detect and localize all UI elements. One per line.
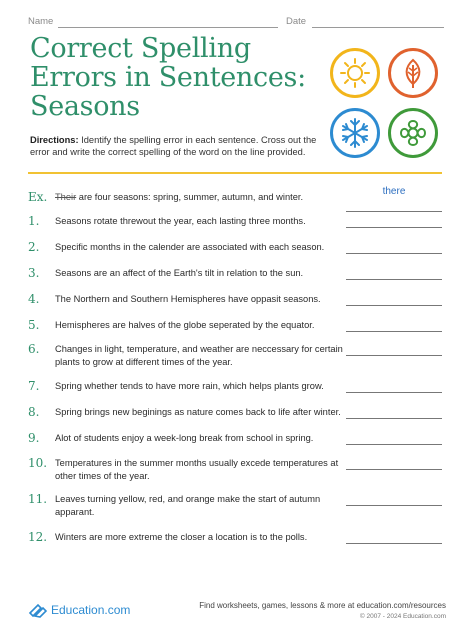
sun-icon (330, 48, 380, 98)
logo-mark-icon (28, 601, 48, 619)
item-number: 7. (28, 379, 40, 393)
title-line-2: Errors in Sentences: (30, 62, 306, 93)
name-date-row (28, 14, 444, 30)
item-text: Specific months in the calender are associated with each season. (55, 242, 325, 252)
item-text: Leaves turning yellow, red, and orange make the start of autumn apparant. (55, 494, 321, 517)
name-line[interactable] (58, 27, 278, 28)
date-label: Date (286, 16, 307, 27)
answer-line[interactable] (346, 505, 442, 506)
season-icons (330, 48, 448, 158)
title-line-3: Seasons (30, 91, 140, 122)
leaf-icon (388, 48, 438, 98)
item-number: 11. (28, 492, 48, 506)
item-text: Alot of students enjoy a week-long break from school in spring. (55, 433, 314, 443)
item-text: Spring whether tends to have more rain, which helps plants grow. (55, 381, 324, 391)
item-text: Temperatures in the summer months usually excede temperatures at other times of the year. (55, 458, 339, 481)
logo-text: Education.com (51, 603, 131, 617)
title-line-1: Correct Spelling (30, 33, 251, 64)
answer-line[interactable] (346, 392, 442, 393)
name-label: Name (28, 16, 54, 27)
directions (30, 134, 330, 158)
item-text: Seasons rotate threwout the year, each lasting three months. (55, 216, 306, 226)
directions-text: Identify the spelling error in each sentence. Cross out the error and write the correct spelling of the word on the line provided. (30, 135, 317, 157)
page-title (30, 34, 310, 121)
item-number: 4. (28, 292, 40, 306)
answer-line[interactable] (346, 305, 442, 306)
item-text: Changes in light, temperature, and weather are neccessary for certain plants to grow at different times of the year. (55, 344, 343, 367)
item-text: Seasons are an affect of the Earth's tilt in relation to the sun. (55, 268, 304, 278)
answer-line[interactable] (346, 469, 442, 470)
divider-rule (28, 172, 442, 174)
answer-line[interactable] (346, 418, 442, 419)
footer-copyright: © 2007 - 2024 Education.com (359, 613, 446, 620)
answer-line[interactable] (346, 355, 442, 356)
item-number: 9. (28, 431, 40, 445)
answer-line[interactable] (346, 279, 442, 280)
example-text (55, 191, 345, 204)
item-number: 5. (28, 318, 40, 332)
item-text: Winters are more extreme the closer a location is to the polls. (55, 532, 308, 542)
answer-line[interactable] (346, 211, 442, 212)
education-logo[interactable] (28, 600, 130, 620)
example-rest: are four seasons: spring, summer, autumn, and winter. (76, 192, 304, 202)
answer-line[interactable] (346, 227, 442, 228)
example-number: Ex. (28, 190, 48, 204)
flower-icon (388, 108, 438, 158)
item-number: 1. (28, 214, 40, 228)
answer-line[interactable] (346, 543, 442, 544)
item-number: 8. (28, 405, 40, 419)
snowflake-icon (330, 108, 380, 158)
footer-links[interactable]: Find worksheets, games, lessons & more at education.com/resources (199, 601, 446, 610)
crossed-out-word: Their (55, 192, 77, 202)
item-text: Spring brings new beginings as nature comes back to life after winter. (55, 407, 341, 417)
answer-line[interactable] (346, 253, 442, 254)
date-line[interactable] (312, 27, 444, 28)
item-number: 10. (28, 456, 48, 470)
directions-label: Directions: (30, 135, 79, 145)
item-number: 2. (28, 240, 40, 254)
answer-line[interactable] (346, 331, 442, 332)
item-text: The Northern and Southern Hemispheres have oppasit seasons. (55, 294, 321, 304)
answer-line[interactable] (346, 444, 442, 445)
footer (28, 600, 446, 626)
item-text: Hemispheres are halves of the globe seperated by the equator. (55, 320, 315, 330)
item-number: 6. (28, 342, 40, 356)
item-number: 3. (28, 266, 40, 280)
item-number: 12. (28, 530, 48, 544)
example-answer: there (382, 186, 406, 197)
